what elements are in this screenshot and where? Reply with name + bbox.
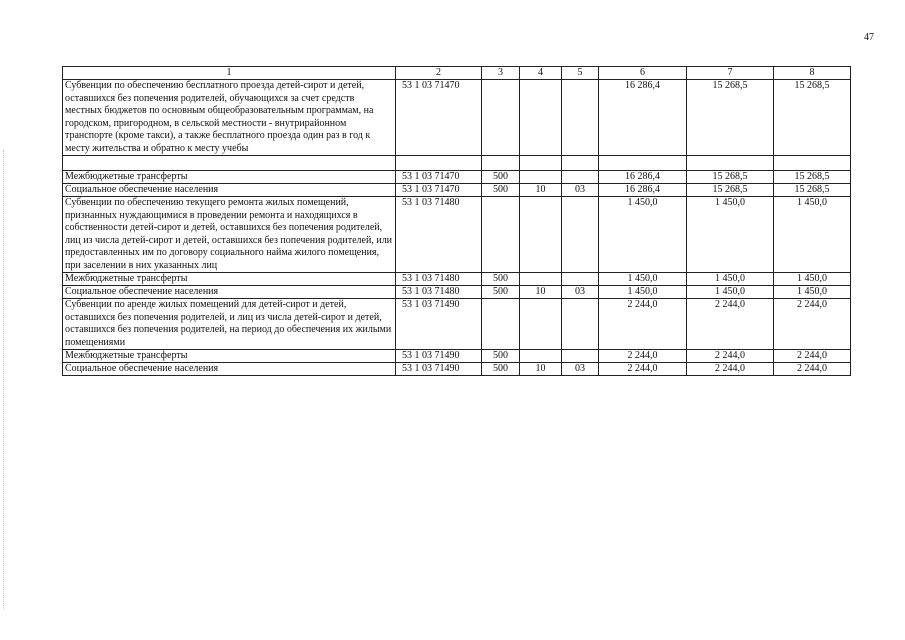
row-col3-cell: 500 [482, 273, 520, 286]
page-number: 47 [864, 32, 874, 43]
table-row [63, 273, 851, 286]
row-amount-7-cell: 1 450,0 [687, 273, 774, 286]
row-col3-cell [482, 80, 520, 156]
row-amount-8-cell: 2 244,0 [774, 350, 851, 363]
row-amount-8-cell: 2 244,0 [774, 363, 851, 376]
row-name-cell: Межбюджетные трансферты [63, 273, 396, 286]
row-amount-7-cell: 15 268,5 [687, 171, 774, 184]
row-code-cell: 53 1 03 71480 [396, 286, 482, 299]
spacer-row [63, 156, 851, 171]
row-amount-6-cell: 16 286,4 [599, 184, 687, 197]
row-amount-7-cell: 2 244,0 [687, 350, 774, 363]
table-row [63, 197, 851, 273]
row-col3-cell [482, 197, 520, 273]
row-col3-cell [482, 299, 520, 350]
row-col5-cell [562, 171, 599, 184]
table-row [63, 350, 851, 363]
row-col3-cell: 500 [482, 184, 520, 197]
table-row [63, 184, 851, 197]
row-col4-cell [520, 80, 562, 156]
row-amount-6-cell: 2 244,0 [599, 350, 687, 363]
row-amount-7-cell: 15 268,5 [687, 80, 774, 156]
col-header-6: 6 [599, 67, 687, 80]
row-amount-6-cell: 16 286,4 [599, 171, 687, 184]
row-amount-6-cell: 1 450,0 [599, 197, 687, 273]
row-amount-8-cell: 15 268,5 [774, 171, 851, 184]
row-code-cell: 53 1 03 71480 [396, 273, 482, 286]
row-col5-cell [562, 350, 599, 363]
row-code-cell: 53 1 03 71480 [396, 197, 482, 273]
row-name-cell: Социальное обеспечение населения [63, 363, 396, 376]
row-col3-cell: 500 [482, 286, 520, 299]
row-amount-7-cell: 15 268,5 [687, 184, 774, 197]
row-amount-8-cell: 1 450,0 [774, 273, 851, 286]
row-name-cell: Субвенции по аренде жилых помещений для детей-сирот и детей, оставшихся без попечения родителей, и лиц из числа детей-сирот и детей, оставшихся без попечения родителей, на период до обеспечения их жилыми помещениями [63, 299, 396, 350]
col-header-3: 3 [482, 67, 520, 80]
row-col5-cell [562, 299, 599, 350]
row-amount-8-cell: 15 268,5 [774, 80, 851, 156]
row-amount-6-cell: 2 244,0 [599, 299, 687, 350]
row-name-cell: Субвенции по обеспечению бесплатного проезда детей-сирот и детей, оставшихся без попечения родителей, обучающихся за счет средств местных бюджетов по основным общеобразовательным программам, на городском, пригородном, в сельской местности - внутрирайонном транспорте (кроме такси), а также бесплатного проезда один раз в год к месту жительства и обратно к месту учебы [63, 80, 396, 156]
col-header-7: 7 [687, 67, 774, 80]
table-row [63, 171, 851, 184]
row-code-cell: 53 1 03 71470 [396, 184, 482, 197]
row-col3-cell: 500 [482, 171, 520, 184]
row-amount-8-cell: 15 268,5 [774, 184, 851, 197]
row-col3-cell: 500 [482, 363, 520, 376]
row-amount-8-cell: 1 450,0 [774, 197, 851, 273]
binding-margin-mark [3, 150, 5, 610]
budget-table [62, 66, 851, 376]
row-col5-cell: 03 [562, 363, 599, 376]
row-name-cell: Социальное обеспечение населения [63, 286, 396, 299]
row-col5-cell [562, 80, 599, 156]
row-col4-cell [520, 299, 562, 350]
row-amount-6-cell: 1 450,0 [599, 273, 687, 286]
col-header-8: 8 [774, 67, 851, 80]
table-row [63, 299, 851, 350]
row-col5-cell: 03 [562, 184, 599, 197]
row-name-cell: Субвенции по обеспечению текущего ремонта жилых помещений, признанных нуждающимися в проведении ремонта и находящихся в собственности детей-сирот и детей, оставшихся без попечения родителей, лиц из числа детей-сирот и детей, оставшихся без попечения родителей, или предоставленных им по договору социального найма жилого помещения, при заселении в них указанных лиц [63, 197, 396, 273]
row-col5-cell: 03 [562, 286, 599, 299]
table-row [63, 286, 851, 299]
row-amount-8-cell: 2 244,0 [774, 299, 851, 350]
row-code-cell: 53 1 03 71490 [396, 363, 482, 376]
row-amount-6-cell: 1 450,0 [599, 286, 687, 299]
header-row [63, 67, 851, 80]
row-code-cell: 53 1 03 71470 [396, 80, 482, 156]
table-row [63, 80, 851, 156]
col-header-1: 1 [63, 67, 396, 80]
col-header-5: 5 [562, 67, 599, 80]
row-col4-cell: 10 [520, 286, 562, 299]
row-col4-cell: 10 [520, 363, 562, 376]
row-col4-cell [520, 171, 562, 184]
row-amount-7-cell: 1 450,0 [687, 197, 774, 273]
row-col4-cell [520, 350, 562, 363]
row-col3-cell: 500 [482, 350, 520, 363]
row-col4-cell [520, 197, 562, 273]
col-header-2: 2 [396, 67, 482, 80]
row-name-cell: Межбюджетные трансферты [63, 350, 396, 363]
table-row [63, 363, 851, 376]
row-amount-6-cell: 2 244,0 [599, 363, 687, 376]
row-amount-7-cell: 2 244,0 [687, 363, 774, 376]
row-col4-cell: 10 [520, 184, 562, 197]
row-amount-7-cell: 2 244,0 [687, 299, 774, 350]
row-col4-cell [520, 273, 562, 286]
row-name-cell: Социальное обеспечение населения [63, 184, 396, 197]
row-amount-6-cell: 16 286,4 [599, 80, 687, 156]
row-col5-cell [562, 273, 599, 286]
row-code-cell: 53 1 03 71490 [396, 350, 482, 363]
row-amount-7-cell: 1 450,0 [687, 286, 774, 299]
row-name-cell: Межбюджетные трансферты [63, 171, 396, 184]
row-col5-cell [562, 197, 599, 273]
row-code-cell: 53 1 03 71490 [396, 299, 482, 350]
row-code-cell: 53 1 03 71470 [396, 171, 482, 184]
col-header-4: 4 [520, 67, 562, 80]
row-amount-8-cell: 1 450,0 [774, 286, 851, 299]
